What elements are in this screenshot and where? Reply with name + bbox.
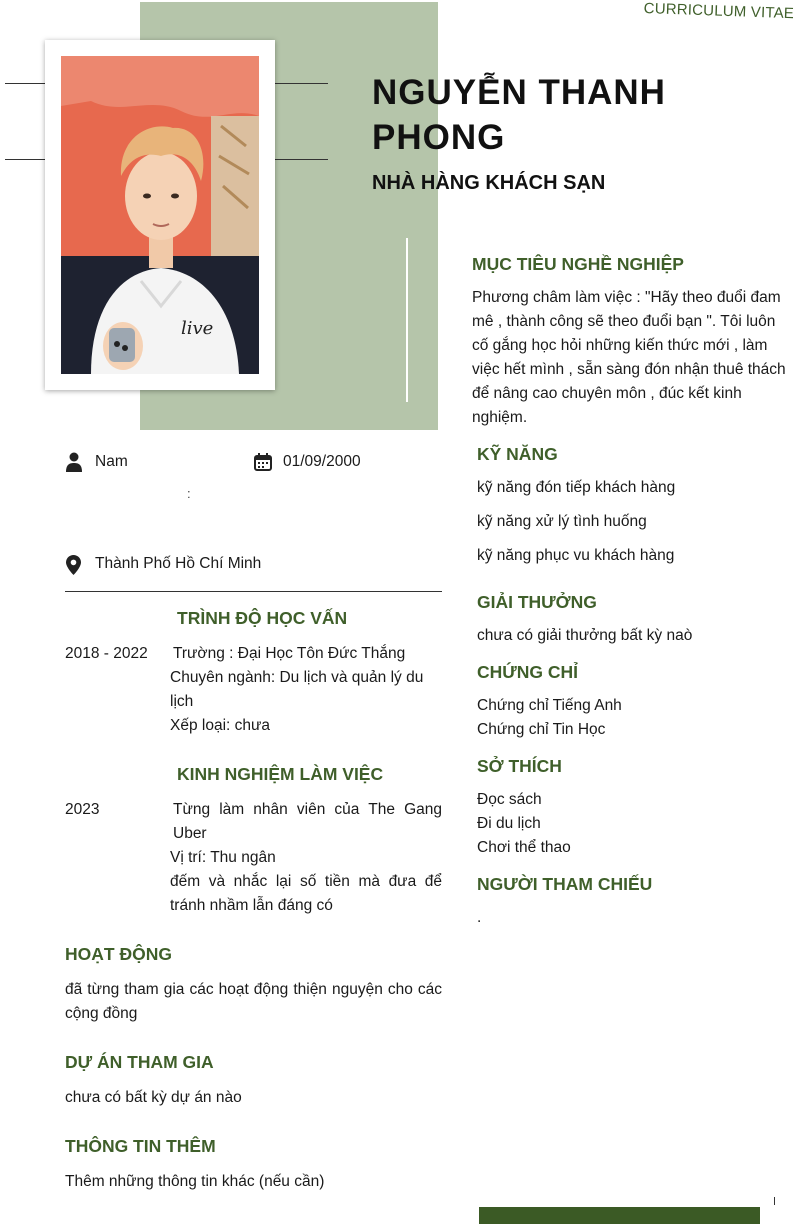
experience-description: đếm và nhắc lại số tiền mà đưa để tránh nhầm lẫn đáng có xyxy=(170,873,442,914)
awards-heading: GIẢI THƯỞNG xyxy=(477,592,597,612)
cv-label: CURRICULUM VITAE xyxy=(643,0,795,23)
references-heading: NGƯỜI THAM CHIẾU xyxy=(477,874,653,894)
footer-tick xyxy=(774,1197,775,1205)
education-major: Chuyên ngành: Du lịch và quản lý du lịch xyxy=(170,669,424,710)
profile-photo-frame xyxy=(45,40,275,390)
hobby-item: Chơi thể thao xyxy=(477,839,571,856)
projects-heading: DỰ ÁN THAM GIA xyxy=(65,1052,214,1072)
skill-item: kỹ năng phục vu khách hàng xyxy=(477,547,675,564)
hobby-item: Đi du lịch xyxy=(477,815,541,832)
address-value: Thành Phố Hồ Chí Minh xyxy=(95,555,262,572)
svg-text:live: live xyxy=(181,318,214,339)
skill-item: kỹ năng xử lý tình huống xyxy=(477,513,647,530)
education-heading: TRÌNH ĐỘ HỌC VẤN xyxy=(177,608,348,628)
job-title: NHÀ HÀNG KHÁCH SẠN xyxy=(372,172,606,194)
objective-heading: MỤC TIÊU NGHỀ NGHIỆP xyxy=(472,254,684,274)
vertical-divider xyxy=(406,238,408,402)
extra-info-text: Thêm những thông tin khác (nếu cần) xyxy=(65,1173,325,1190)
empty-field-colon: : xyxy=(187,486,191,501)
skills-heading: KỸ NĂNG xyxy=(477,444,558,464)
skill-item: kỹ năng đón tiếp khách hàng xyxy=(477,479,676,496)
experience-heading: KINH NGHIỆM LÀM VIỆC xyxy=(177,764,384,784)
candidate-name: NGUYỄN THANH PHONG xyxy=(372,73,666,157)
projects-text: chưa có bất kỳ dự án nào xyxy=(65,1089,242,1106)
hobby-item: Đọc sách xyxy=(477,791,542,808)
awards-text: chưa có giải thưởng bất kỳ naò xyxy=(477,627,693,644)
education-period: 2018 - 2022 xyxy=(65,645,148,662)
extra-info-heading: THÔNG TIN THÊM xyxy=(65,1136,216,1156)
section-divider xyxy=(65,591,442,592)
references-text: . xyxy=(477,909,482,926)
calendar-icon xyxy=(254,453,272,471)
person-icon xyxy=(65,452,83,472)
footer-white-strip xyxy=(612,1203,760,1207)
activities-text: đã từng tham gia các hoạt động thiện nguyện cho các cộng đồng xyxy=(65,981,442,1022)
hobbies-heading: SỞ THÍCH xyxy=(477,756,562,776)
certificate-item: Chứng chỉ Tin Học xyxy=(477,721,606,738)
birthday-value: 01/09/2000 xyxy=(283,453,361,470)
gender-value: Nam xyxy=(95,453,128,470)
objective-text: Phương châm làm việc : "Hãy theo đuổi đam mê , thành công sẽ theo đuổi bạn ". Tôi luôn cố gắng học hỏi những kiến thức mới , làm việc hết mình , sẵn sàng đón nhận thuê thách để nâng cao chuyên môn , đúc kết kinh nghiệm. xyxy=(472,289,786,426)
experience-company: Từng làm nhân viên của The Gang Uber xyxy=(173,801,442,842)
activities-heading: HOẠT ĐỘNG xyxy=(65,944,172,964)
profile-photo xyxy=(61,56,259,374)
education-school: Trường : Đại Học Tôn Đức Thắng xyxy=(173,645,406,662)
education-grade: Xếp loại: chưa xyxy=(170,717,270,734)
location-pin-icon xyxy=(66,555,81,575)
certificate-item: Chứng chỉ Tiếng Anh xyxy=(477,697,622,714)
certificates-heading: CHỨNG CHỈ xyxy=(477,662,579,682)
experience-year: 2023 xyxy=(65,801,100,818)
experience-position: Vị trí: Thu ngân xyxy=(170,849,276,866)
footer-green-bar xyxy=(479,1207,760,1224)
